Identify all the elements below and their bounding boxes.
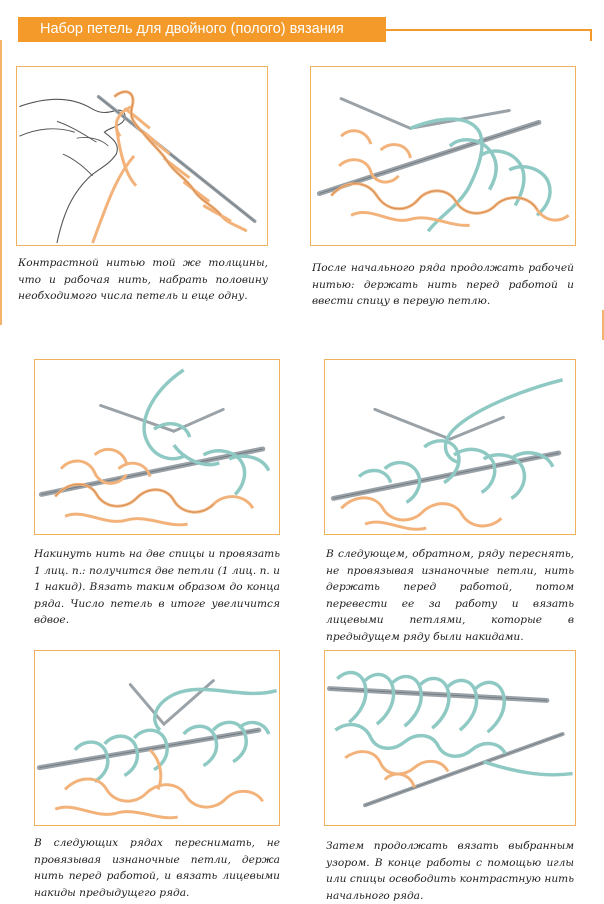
step-3-caption: Накинуть нить на две спицы и провязать 1 лиц. п.: получится две петли (1 лиц. п. и 1 накид). Вязать таким образом до конца ряда. Число петель в итоге увеличится вдвое. xyxy=(34,548,280,626)
step-5-illustration xyxy=(34,650,280,826)
continuing-rows-illustration xyxy=(35,651,279,825)
section-header xyxy=(18,17,386,42)
slip-purl-stitches-illustration xyxy=(325,360,575,534)
remove-contrast-yarn-illustration xyxy=(325,651,575,825)
step-1-illustration xyxy=(16,66,268,246)
header-rule xyxy=(386,29,591,31)
step-1-caption: Контрастной нитью той же толщины, что и рабочая нить, набрать половину необходимого числа петель и еще одну. xyxy=(18,257,268,302)
step-3-illustration xyxy=(34,359,280,535)
step-6-illustration xyxy=(324,650,576,826)
step-6-caption: Затем продолжать вязать выбранным узором. В конце работы с помощью иглы или спицы освободить контрастную нить начального ряда. xyxy=(326,840,574,902)
page-title: Набор петель для двойного (полого) вязания xyxy=(40,21,344,37)
left-edge-rule xyxy=(0,40,2,325)
hand-holding-needle-illustration xyxy=(17,67,267,245)
needles-first-row-illustration xyxy=(311,67,575,245)
step-5-caption: В следующих рядах переснимать, не провязывая изнаночные петли, держа нить перед работой, и вязать лицевыми накиды предыдущего ряда. xyxy=(34,837,280,899)
header-rule-end xyxy=(590,29,592,41)
yarn-over-two-needles-illustration xyxy=(35,360,279,534)
step-4-illustration xyxy=(324,359,576,535)
step-2-caption: После начального ряда продолжать рабочей нитью: держать нить перед работой и ввести спицу в первую петлю. xyxy=(312,262,574,307)
step-2-illustration xyxy=(310,66,576,246)
step-4-caption: В следующем, обратном, ряду переснять, не провязывая изнаночные петли, нить держать перед работой, потом перевести ее за работу и вязать лицевыми петлями, которые в предыдущем ряду были накидами. xyxy=(326,548,574,643)
